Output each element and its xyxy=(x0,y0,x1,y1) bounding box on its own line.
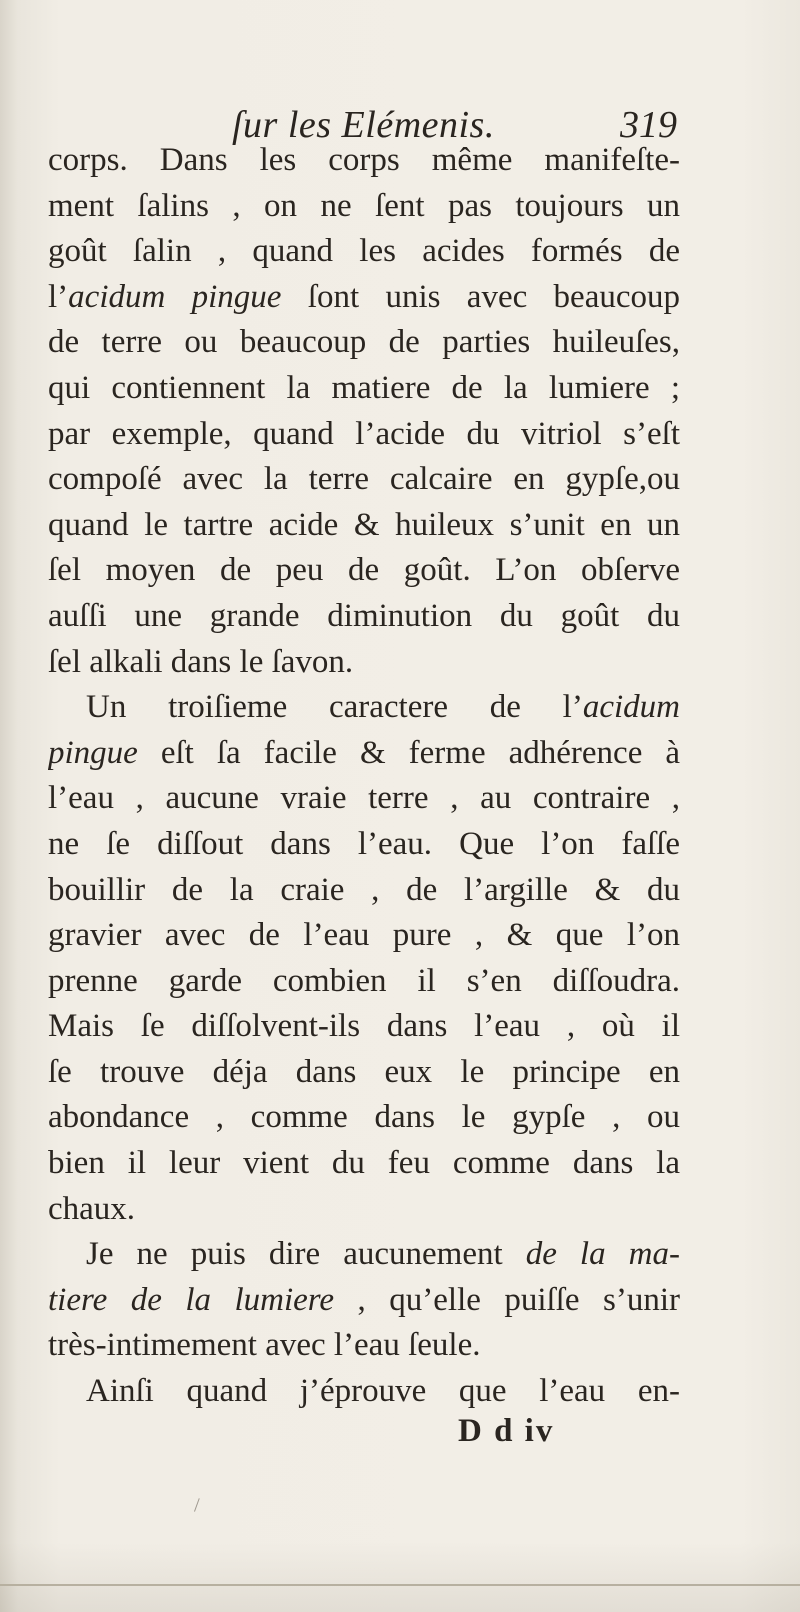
text-line xyxy=(48,1323,680,1369)
text-line xyxy=(48,1232,680,1278)
text-line xyxy=(48,457,680,503)
text-line xyxy=(48,959,680,1005)
text-segment: de terre ou beaucoup de parties huileuſes, xyxy=(48,324,680,361)
text-segment: corps. Dans les corps même manifeſte- xyxy=(48,142,680,178)
italic-text: tiere de la lumiere xyxy=(48,1281,335,1318)
text-segment: gravier avec de l’eau pure , & que l’on xyxy=(48,917,680,954)
text-segment: par exemple, quand l’acide du vitriol s’eſt xyxy=(48,415,680,452)
body-text xyxy=(48,138,680,1415)
ink-speck xyxy=(194,1498,211,1516)
text-segment: ſe trouve déja dans eux le principe en xyxy=(48,1053,680,1090)
text-line xyxy=(48,138,680,184)
text-line xyxy=(48,1004,680,1050)
text-line xyxy=(48,184,680,230)
text-line xyxy=(48,1050,680,1096)
text-line xyxy=(48,822,680,868)
italic-text: pingue xyxy=(48,734,138,771)
text-segment: quand le tartre acide & huileux s’unit en un xyxy=(48,506,680,543)
text-segment: goût ſalin , quand les acides formés de xyxy=(48,233,680,270)
signature-mark: D d iv xyxy=(458,1412,555,1449)
italic-text: acidum xyxy=(582,689,680,726)
text-segment: Un troiſieme caractere de l’ xyxy=(86,689,583,726)
text-line xyxy=(48,275,680,321)
italic-text: de la ma- xyxy=(525,1236,680,1273)
text-line xyxy=(48,1141,680,1187)
text-line xyxy=(48,594,680,640)
text-segment: abondance , comme dans le gypſe , ou xyxy=(48,1099,680,1136)
page-bottom-edge xyxy=(0,1584,800,1586)
text-segment: ſel moyen de peu de goût. L’on obſerve xyxy=(48,552,680,589)
text-line xyxy=(48,640,680,686)
italic-text: acidum pingue xyxy=(68,278,282,315)
text-line xyxy=(48,868,680,914)
text-line xyxy=(48,366,680,412)
text-segment: l’ xyxy=(48,278,69,315)
text-segment: ſel alkali dans le ſavon. xyxy=(48,643,354,680)
text-segment: l’eau , aucune vraie terre , au contraire , xyxy=(48,780,680,817)
text-segment: , qu’elle puiſſe s’unir xyxy=(334,1281,680,1318)
text-segment: chaux. xyxy=(48,1190,136,1227)
text-segment: eſt ſa facile & ferme adhérence à xyxy=(137,734,680,771)
text-line xyxy=(48,320,680,366)
text-line xyxy=(48,1095,680,1141)
text-segment: auſſi une grande diminution du goût du xyxy=(48,597,680,634)
text-line xyxy=(48,412,680,458)
text-line xyxy=(48,731,680,777)
text-segment: Mais ſe diſſolvent-ils dans l’eau , où il xyxy=(48,1008,680,1045)
text-segment: bien il leur vient du feu comme dans la xyxy=(48,1145,680,1182)
text-segment: prenne garde combien il s’en diſſoudra. xyxy=(48,962,680,999)
page-number: 319 xyxy=(620,104,677,146)
text-segment: Je ne puis dire aucunement xyxy=(86,1236,526,1273)
running-head-title: ſur les Elémenis. xyxy=(232,104,495,146)
text-segment: ne ſe diſſout dans l’eau. Que l’on faſſe xyxy=(48,825,680,862)
text-segment: qui contiennent la matiere de la lumiere ; xyxy=(48,369,680,406)
text-line xyxy=(48,776,680,822)
text-segment: ment ſalins , on ne ſent pas toujours un xyxy=(48,187,680,224)
text-line xyxy=(48,548,680,594)
text-line xyxy=(48,503,680,549)
text-line xyxy=(48,685,680,731)
text-segment: compoſé avec la terre calcaire en gypſe,ou xyxy=(48,461,680,498)
text-segment: Ainſi quand j’éprouve que l’eau en- xyxy=(86,1373,680,1410)
text-line xyxy=(48,1278,680,1324)
text-line xyxy=(48,1187,680,1233)
text-line xyxy=(48,1369,680,1415)
text-segment: bouillir de la craie , de l’argille & du xyxy=(48,871,680,908)
text-segment: ſont unis avec beaucoup xyxy=(281,278,680,315)
text-line xyxy=(48,229,680,275)
text-segment: très-intimement avec l’eau ſeule. xyxy=(48,1327,481,1364)
text-line xyxy=(48,913,680,959)
